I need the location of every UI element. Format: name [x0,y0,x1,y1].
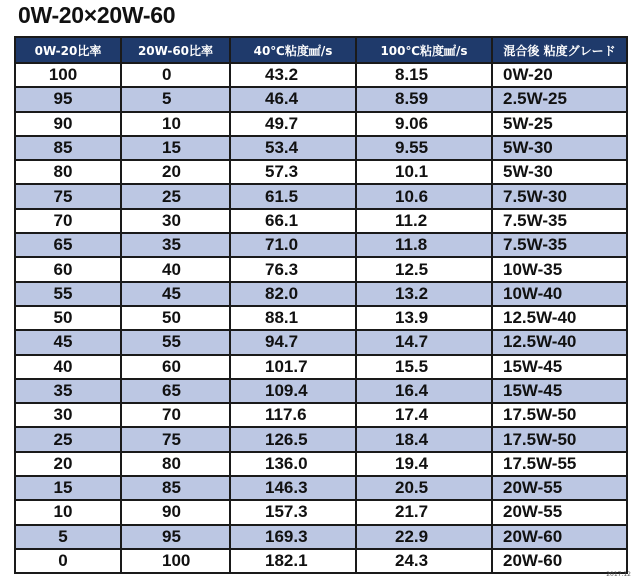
cell-mixed-grade: 15W-45 [492,355,627,379]
cell-20w60-ratio: 75 [121,427,230,451]
cell-20w60-ratio: 10 [121,112,230,136]
header-mixed-grade: 混合後 粘度グレード [492,37,627,63]
cell-40c-viscosity: 43.2 [230,63,356,87]
cell-100c-viscosity: 10.6 [356,184,492,208]
cell-mixed-grade: 7.5W-35 [492,209,627,233]
cell-20w60-ratio: 15 [121,136,230,160]
header-40c-viscosity: 40℃粘度㎟/s [230,37,356,63]
cell-40c-viscosity: 136.0 [230,452,356,476]
cell-0w20-ratio: 5 [15,525,121,549]
cell-20w60-ratio: 95 [121,525,230,549]
cell-100c-viscosity: 15.5 [356,355,492,379]
cell-0w20-ratio: 95 [15,87,121,111]
cell-mixed-grade: 20W-55 [492,500,627,524]
cell-20w60-ratio: 85 [121,476,230,500]
cell-mixed-grade: 17.5W-55 [492,452,627,476]
cell-40c-viscosity: 49.7 [230,112,356,136]
cell-mixed-grade: 20W-60 [492,525,627,549]
cell-mixed-grade: 0W-20 [492,63,627,87]
cell-0w20-ratio: 45 [15,330,121,354]
cell-40c-viscosity: 117.6 [230,403,356,427]
cell-mixed-grade: 15W-45 [492,379,627,403]
table-row [15,209,627,233]
cell-100c-viscosity: 13.9 [356,306,492,330]
table-row [15,476,627,500]
cell-20w60-ratio: 60 [121,355,230,379]
table-row [15,63,627,87]
cell-0w20-ratio: 20 [15,452,121,476]
table-row [15,87,627,111]
cell-100c-viscosity: 21.7 [356,500,492,524]
cell-40c-viscosity: 66.1 [230,209,356,233]
table-row [15,282,627,306]
cell-100c-viscosity: 14.7 [356,330,492,354]
cell-100c-viscosity: 19.4 [356,452,492,476]
cell-40c-viscosity: 61.5 [230,184,356,208]
table-header-row [15,37,627,63]
table-body [15,63,627,573]
cell-100c-viscosity: 18.4 [356,427,492,451]
cell-20w60-ratio: 65 [121,379,230,403]
header-100c-viscosity: 100℃粘度㎟/s [356,37,492,63]
cell-0w20-ratio: 10 [15,500,121,524]
cell-0w20-ratio: 30 [15,403,121,427]
table-row [15,136,627,160]
cell-100c-viscosity: 17.4 [356,403,492,427]
cell-40c-viscosity: 182.1 [230,549,356,573]
header-0w20-ratio: 0W-20比率 [15,37,121,63]
cell-mixed-grade: 20W-60 [492,549,627,573]
footer-stamp: 2017.12 [606,571,631,578]
cell-0w20-ratio: 75 [15,184,121,208]
cell-100c-viscosity: 12.5 [356,257,492,281]
cell-100c-viscosity: 20.5 [356,476,492,500]
cell-20w60-ratio: 0 [121,63,230,87]
cell-20w60-ratio: 25 [121,184,230,208]
cell-0w20-ratio: 80 [15,160,121,184]
cell-40c-viscosity: 82.0 [230,282,356,306]
cell-mixed-grade: 17.5W-50 [492,427,627,451]
viscosity-mix-table [14,36,628,574]
cell-0w20-ratio: 50 [15,306,121,330]
cell-100c-viscosity: 11.8 [356,233,492,257]
cell-0w20-ratio: 55 [15,282,121,306]
cell-100c-viscosity: 24.3 [356,549,492,573]
cell-40c-viscosity: 88.1 [230,306,356,330]
cell-40c-viscosity: 76.3 [230,257,356,281]
table-row [15,403,627,427]
table-row [15,257,627,281]
cell-40c-viscosity: 101.7 [230,355,356,379]
cell-mixed-grade: 7.5W-30 [492,184,627,208]
cell-0w20-ratio: 15 [15,476,121,500]
cell-100c-viscosity: 13.2 [356,282,492,306]
cell-20w60-ratio: 5 [121,87,230,111]
cell-100c-viscosity: 9.06 [356,112,492,136]
cell-20w60-ratio: 45 [121,282,230,306]
cell-mixed-grade: 12.5W-40 [492,330,627,354]
cell-20w60-ratio: 70 [121,403,230,427]
cell-mixed-grade: 12.5W-40 [492,306,627,330]
cell-20w60-ratio: 55 [121,330,230,354]
cell-mixed-grade: 5W-30 [492,136,627,160]
table-row [15,112,627,136]
table-row [15,525,627,549]
cell-40c-viscosity: 53.4 [230,136,356,160]
table-row [15,549,627,573]
cell-40c-viscosity: 109.4 [230,379,356,403]
cell-0w20-ratio: 25 [15,427,121,451]
table-row [15,184,627,208]
cell-0w20-ratio: 100 [15,63,121,87]
cell-mixed-grade: 10W-40 [492,282,627,306]
cell-0w20-ratio: 70 [15,209,121,233]
cell-mixed-grade: 5W-30 [492,160,627,184]
cell-20w60-ratio: 90 [121,500,230,524]
cell-40c-viscosity: 157.3 [230,500,356,524]
header-20w60-ratio: 20W-60比率 [121,37,230,63]
cell-20w60-ratio: 35 [121,233,230,257]
table-row [15,306,627,330]
cell-20w60-ratio: 100 [121,549,230,573]
cell-20w60-ratio: 40 [121,257,230,281]
cell-100c-viscosity: 9.55 [356,136,492,160]
cell-40c-viscosity: 46.4 [230,87,356,111]
table-row [15,233,627,257]
cell-0w20-ratio: 90 [15,112,121,136]
cell-100c-viscosity: 22.9 [356,525,492,549]
table-row [15,160,627,184]
cell-40c-viscosity: 126.5 [230,427,356,451]
cell-100c-viscosity: 10.1 [356,160,492,184]
cell-20w60-ratio: 30 [121,209,230,233]
cell-100c-viscosity: 8.59 [356,87,492,111]
cell-mixed-grade: 20W-55 [492,476,627,500]
cell-40c-viscosity: 71.0 [230,233,356,257]
cell-100c-viscosity: 8.15 [356,63,492,87]
cell-40c-viscosity: 57.3 [230,160,356,184]
cell-mixed-grade: 10W-35 [492,257,627,281]
cell-40c-viscosity: 169.3 [230,525,356,549]
cell-mixed-grade: 7.5W-35 [492,233,627,257]
cell-40c-viscosity: 146.3 [230,476,356,500]
cell-20w60-ratio: 20 [121,160,230,184]
cell-20w60-ratio: 80 [121,452,230,476]
page-title: 0W-20×20W-60 [18,2,176,28]
table-row [15,500,627,524]
cell-mixed-grade: 2.5W-25 [492,87,627,111]
cell-0w20-ratio: 0 [15,549,121,573]
cell-mixed-grade: 5W-25 [492,112,627,136]
cell-0w20-ratio: 85 [15,136,121,160]
table-row [15,355,627,379]
table-row [15,330,627,354]
table-row [15,427,627,451]
table-row [15,452,627,476]
cell-0w20-ratio: 35 [15,379,121,403]
cell-0w20-ratio: 65 [15,233,121,257]
cell-100c-viscosity: 16.4 [356,379,492,403]
cell-40c-viscosity: 94.7 [230,330,356,354]
cell-0w20-ratio: 40 [15,355,121,379]
cell-20w60-ratio: 50 [121,306,230,330]
table-row [15,379,627,403]
cell-0w20-ratio: 60 [15,257,121,281]
cell-100c-viscosity: 11.2 [356,209,492,233]
cell-mixed-grade: 17.5W-50 [492,403,627,427]
